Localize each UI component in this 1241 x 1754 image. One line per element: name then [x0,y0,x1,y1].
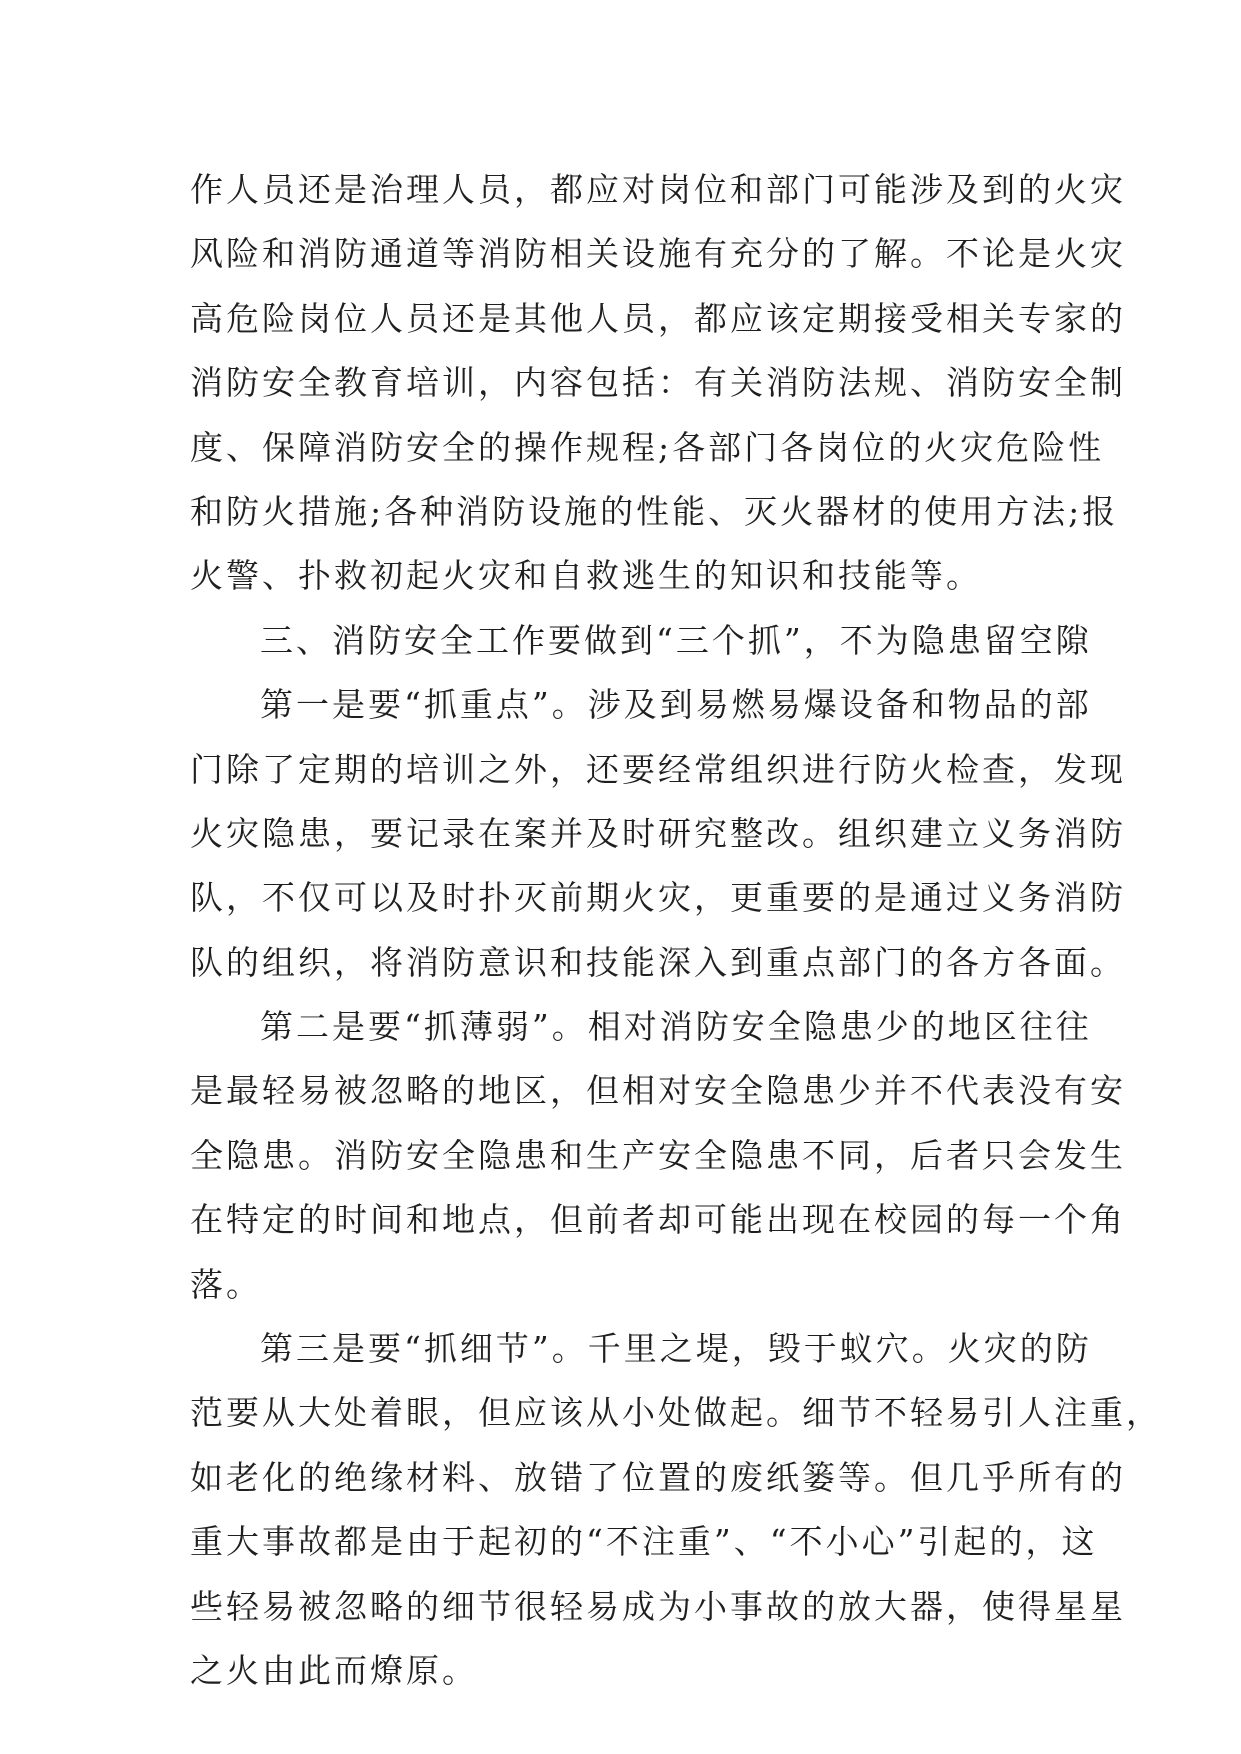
text-line: 在特定的时间和地点，但前者却可能出现在校园的每一个角 [190,1200,1126,1240]
text-line: 高危险岗位人员还是其他人员，都应该定期接受相关专家的 [190,298,1126,338]
text-line: 第一是要“抓重点”。涉及到易燃易爆设备和物品的部 [260,685,1092,725]
text-line: 队的组织，将消防意识和技能深入到重点部门的各方各面。 [190,942,1126,982]
paragraph-focus-details [190,1317,1162,1703]
text-line: 作人员还是治理人员，都应对岗位和部门可能涉及到的火灾 [190,170,1126,209]
text-line: 之火由此而燎原。 [190,1650,478,1690]
heading-text: 三、消防安全工作要做到“三个抓”，不为隐患留空隙 [260,620,1092,660]
text-line: 重大事故都是由于起初的“不注重”、“不小心”引起的，这 [190,1522,1098,1562]
text-line: 门除了定期的培训之外，还要经常组织进行防火检查，发现 [190,749,1126,789]
text-line: 度、保障消防安全的操作规程;各部门各岗位的火灾危险性 [190,427,1105,467]
text-line: 第三是要“抓细节”。千里之堤，毁于蚁穴。火灾的防 [260,1329,1092,1369]
text-line: 火警、扑救初起火灾和自救逃生的知识和技能等。 [190,556,982,596]
text-line: 范要从大处着眼，但应该从小处做起。细节不轻易引人注重， [190,1393,1162,1433]
text-line: 些轻易被忽略的细节很轻易成为小事故的放大器，使得星星 [190,1586,1126,1626]
text-line: 队，不仅可以及时扑灭前期火灾，更重要的是通过义务消防 [190,878,1126,918]
text-line: 落。 [190,1264,262,1304]
text-line: 全隐患。消防安全隐患和生产安全隐患不同，后者只会发生 [190,1135,1126,1175]
text-line: 火灾隐患，要记录在案并及时研究整改。组织建立义务消防 [190,813,1126,853]
paragraph-focus-key-points [190,673,1126,995]
text-line: 是最轻易被忽略的地区，但相对安全隐患少并不代表没有安 [190,1071,1126,1111]
body-text [190,158,1162,1703]
text-line: 消防安全教育培训，内容包括：有关消防法规、消防安全制 [190,363,1126,403]
paragraph-continuation [190,158,1126,609]
section-heading [190,609,1092,673]
paragraph-focus-weak-areas [190,995,1126,1317]
text-line: 风险和消防通道等消防相关设施有充分的了解。不论是火灾 [190,234,1126,274]
text-line: 第二是要“抓薄弱”。相对消防安全隐患少的地区往往 [260,1007,1092,1047]
text-line: 和防火措施;各种消防设施的性能、灭火器材的使用方法;报 [190,491,1119,531]
text-line: 如老化的绝缘材料、放错了位置的废纸篓等。但几乎所有的 [190,1457,1126,1497]
